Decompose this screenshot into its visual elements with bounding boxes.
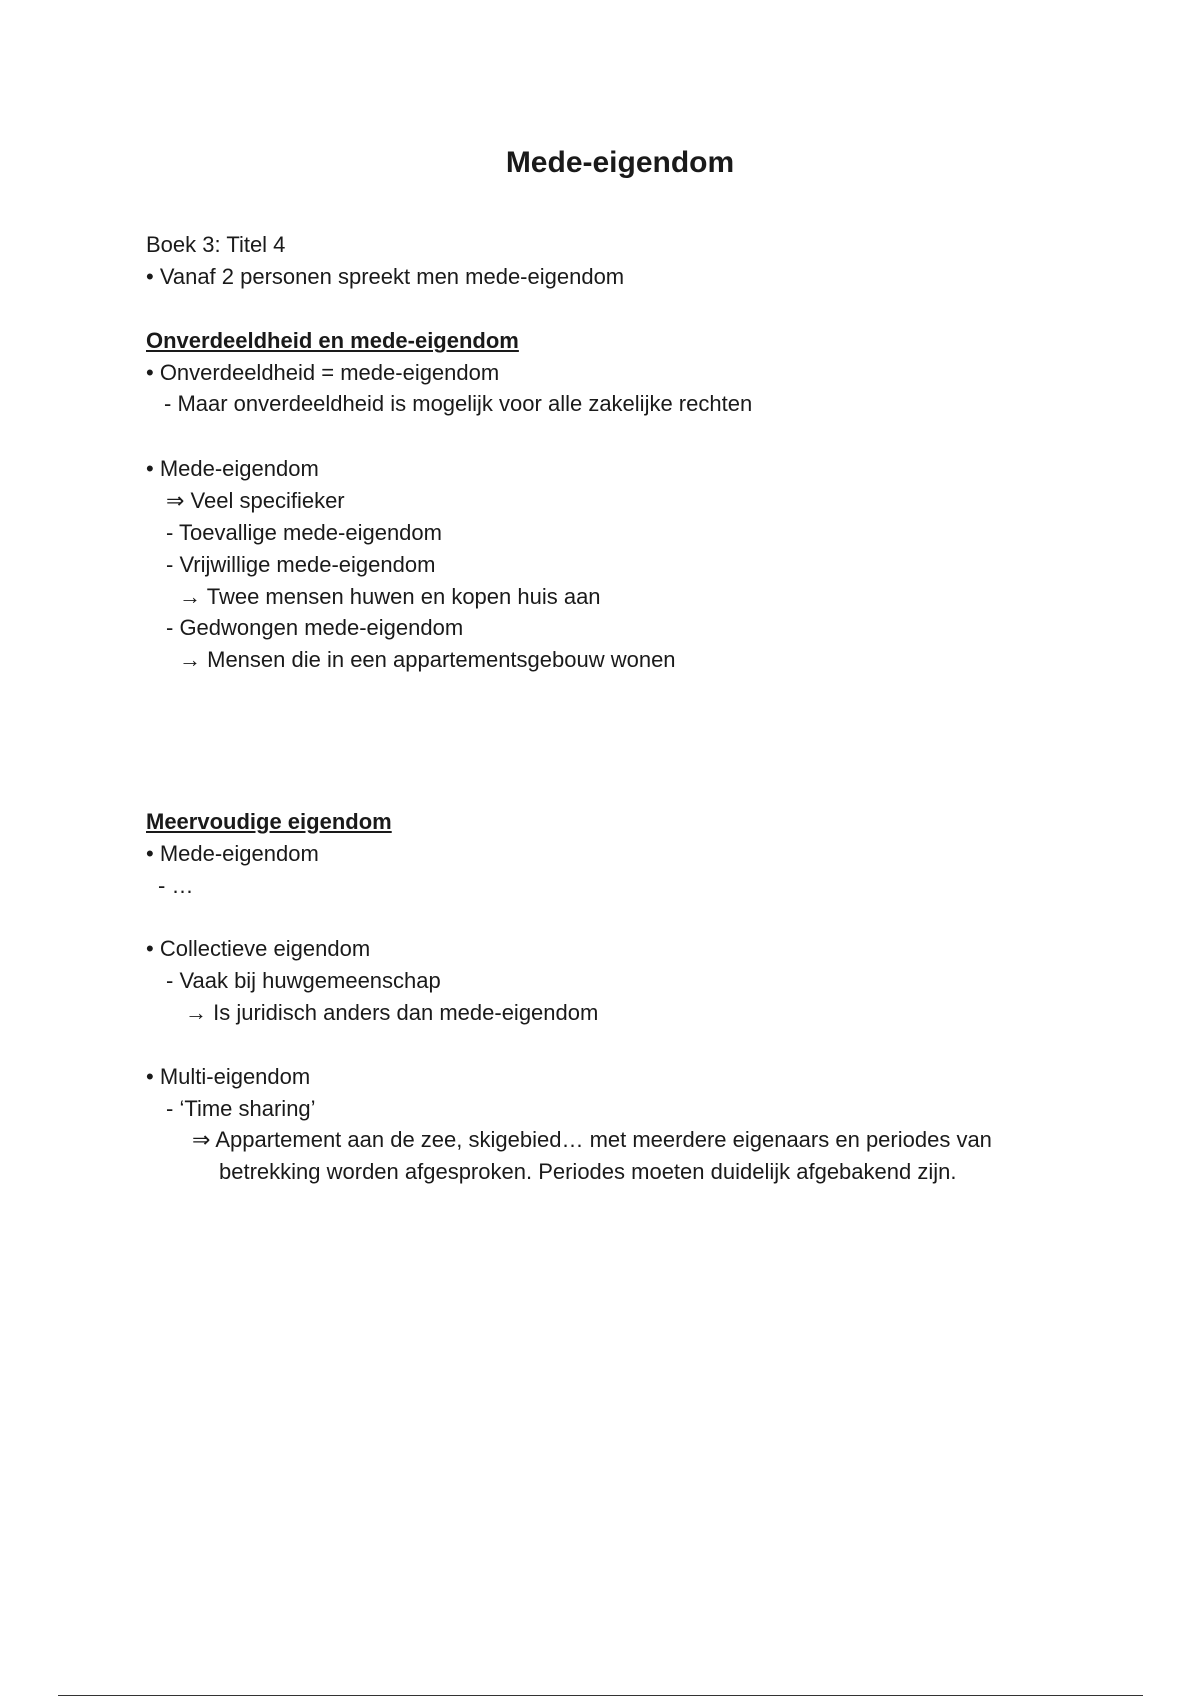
- list-item: ⇒ Appartement aan de zee, skigebied… met meerdere eigenaars en periodes van: [192, 1127, 992, 1152]
- list-item: → Twee mensen huwen en kopen huis aan: [179, 584, 601, 609]
- list-item-continuation: betrekking worden afgesproken. Periodes moeten duidelijk afgebakend zijn.: [219, 1159, 957, 1184]
- list-item: • Onverdeeldheid = mede-eigendom: [146, 360, 500, 385]
- list-item: → Mensen die in een appartementsgebouw wonen: [179, 647, 676, 672]
- list-item: ⇒ Veel specifieker: [166, 488, 345, 513]
- list-item: • Mede-eigendom: [146, 841, 319, 866]
- list-item: - Vrijwillige mede-eigendom: [166, 552, 436, 577]
- list-item: - ‘Time sharing’: [166, 1096, 316, 1121]
- list-item: • Mede-eigendom: [146, 456, 319, 481]
- intro-bullet: • Vanaf 2 personen spreekt men mede-eigendom: [146, 264, 625, 289]
- list-item: - Toevallige mede-eigendom: [166, 520, 442, 545]
- list-item: - …: [158, 873, 194, 898]
- page-title: Mede-eigendom: [505, 146, 735, 179]
- section-heading-onverdeeldheid: Onverdeeldheid en mede-eigendom: [146, 328, 519, 353]
- section-heading-meervoudige-eigendom: Meervoudige eigendom: [146, 809, 392, 834]
- list-item: - Gedwongen mede-eigendom: [166, 615, 464, 640]
- footer-divider: [58, 1695, 1143, 1696]
- list-item: → Is juridisch anders dan mede-eigendom: [185, 1000, 599, 1025]
- list-item: - Maar onverdeeldheid is mogelijk voor alle zakelijke rechten: [164, 391, 753, 416]
- list-item: • Collectieve eigendom: [146, 936, 371, 961]
- book-reference: Boek 3: Titel 4: [146, 232, 286, 257]
- list-item: • Multi-eigendom: [146, 1064, 311, 1089]
- list-item: - Vaak bij huwgemeenschap: [166, 968, 441, 993]
